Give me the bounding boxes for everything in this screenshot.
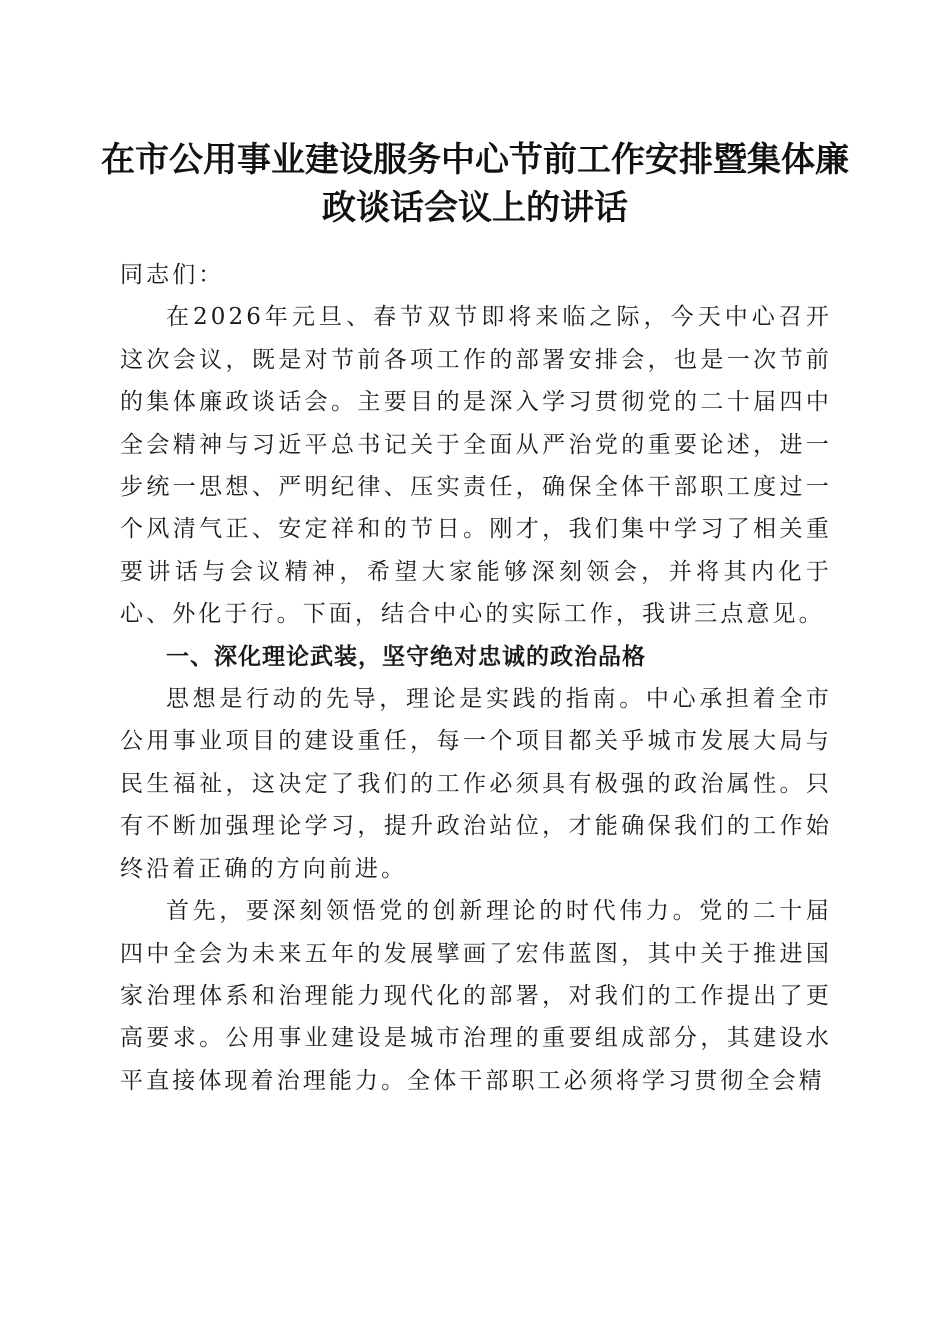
intro-paragraph: 在2026年元旦、春节双节即将来临之际，今天中心召开这次会议，既是对节前各项工作的部署安排会，也是一次节前的集体廉政谈话会。主要目的是深入学习贯彻党的二十届四中全会精神与习近平总书记关于全面从严治党的重要论述，进一步统一思想、严明纪律、压实责任，确保全体干部职工度过一个风清气正、安定祥和的节日。刚才，我们集中学习了相关重要讲话与会议精神，希望大家能够深刻领会，并将其内化于心、外化于行。下面，结合中心的实际工作，我讲三点意见。 — [120, 304, 832, 628]
document-title: 在市公用事业建设服务中心节前工作安排暨集体廉政谈话会议上的讲话 — [101, 140, 849, 228]
document-body — [120, 254, 832, 1102]
section-heading-1: 一、深化理论武装，坚守绝对忠诚的政治品格 — [166, 643, 646, 670]
salutation: 同志们： — [120, 262, 225, 288]
section-1-paragraph: 首先，要深刻领悟党的创新理论的时代伟力。党的二十届四中全会为未来五年的发展擘画了宏伟蓝图，其中关于推进国家治理体系和治理能力现代化的部署，对我们的工作提出了更高要求。公用事业建设是城市治理的重要组成部分，其建设水平直接体现着治理能力。全体干部职工必须将学习贯彻全会精 — [120, 898, 832, 1094]
section-1-paragraph: 思想是行动的先导，理论是实践的指南。中心承担着全市公用事业项目的建设重任，每一个项目都关乎城市发展大局与民生福祉，这决定了我们的工作必须具有极强的政治属性。只有不断加强理论学习，提升政治站位，才能确保我们的工作始终沿着正确的方向前进。 — [120, 686, 832, 882]
